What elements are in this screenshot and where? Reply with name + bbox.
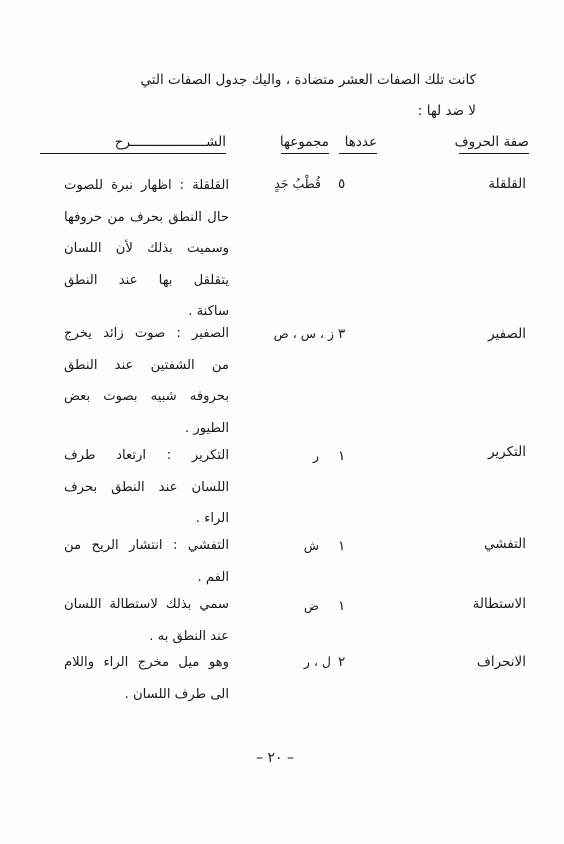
header-underline-adad (339, 153, 377, 154)
explanation-line: التكرير : ارتعاد طرف (64, 448, 229, 463)
row-name-qalqala: القلقلة (488, 176, 526, 192)
row-letters-safir: ز ، س ، ص (273, 326, 334, 341)
row-count-tafashi: ١ (338, 538, 346, 554)
row-letters-qalqala: قُطْبُ جَدٍ (274, 176, 321, 191)
explanation-line: الصفير : صوت زائد يخرج (64, 326, 229, 341)
header-underline-majmu (281, 153, 329, 154)
row-letters-istitala: ض (303, 598, 319, 613)
row-explanation-tafashi (64, 530, 229, 593)
explanation-line: من الشفتين عند النطق (64, 357, 229, 373)
intro-line-1: كانت تلك الصفات العشر متضادة ، واليك جدول الصفات التي (140, 72, 476, 88)
row-letters-takrir: ر (312, 448, 319, 463)
header-underline-sharh (40, 153, 226, 154)
row-count-inhiraf: ٢ (338, 654, 346, 670)
header-sifa: صفة الحروف (454, 134, 529, 150)
explanation-line: سمي بذلك لاستطالة اللسان (64, 597, 229, 612)
row-name-tafashi: التفشي (483, 536, 526, 552)
explanation-line: الطيور . (184, 420, 229, 436)
row-explanation-safir (64, 318, 229, 444)
row-name-safir: الصفير (488, 326, 526, 342)
row-explanation-istitala (64, 589, 229, 652)
row-count-takrir: ١ (338, 448, 346, 464)
row-name-takrir: التكرير (487, 444, 526, 460)
row-count-istitala: ١ (338, 598, 346, 614)
header-underline-sifa (459, 153, 529, 154)
row-explanation-takrir (64, 440, 229, 535)
explanation-line: يتقلقل بها عند النطق (64, 272, 229, 288)
row-letters-tafashi: ش (303, 538, 319, 553)
explanation-line: التفشي : انتشار الريح من (64, 538, 229, 553)
explanation-line: الى طرف اللسان . (124, 686, 229, 702)
header-majmu: مجموعها (279, 134, 329, 150)
explanation-line: وسميت بذلك لأن اللسان (64, 241, 229, 256)
row-name-istitala: الاستطالة (472, 596, 526, 612)
explanation-line: بحروفه شبيه بصوت بعض (64, 389, 229, 404)
explanation-line: ساكنة . (188, 304, 229, 319)
explanation-line: وهو ميل مخرج الراء واللام (64, 655, 229, 670)
explanation-line: الراء . (195, 511, 229, 526)
row-explanation-qalqala (64, 170, 229, 328)
explanation-line: حال النطق بحرف من حروفها (64, 209, 229, 225)
explanation-line: القلقلة : اظهار نبرة للصوت (64, 178, 229, 193)
row-explanation-inhiraf (64, 647, 229, 710)
header-sharh: الشـــــــــــــــــــرح (114, 134, 226, 150)
page-number: – ٢٠ – (256, 750, 294, 766)
row-name-inhiraf: الانحراف (476, 654, 526, 670)
row-letters-inhiraf: ل ، ر (303, 654, 331, 669)
intro-line-2: لا ضد لها : (417, 103, 476, 119)
header-adad: عددها (344, 134, 377, 150)
row-count-safir: ٣ (338, 326, 346, 342)
explanation-line: الفم . (197, 569, 229, 585)
explanation-line: عند النطق به . (149, 628, 229, 644)
row-count-qalqala: ٥ (338, 176, 346, 192)
explanation-line: اللسان عند النطق بحرف (64, 479, 229, 495)
